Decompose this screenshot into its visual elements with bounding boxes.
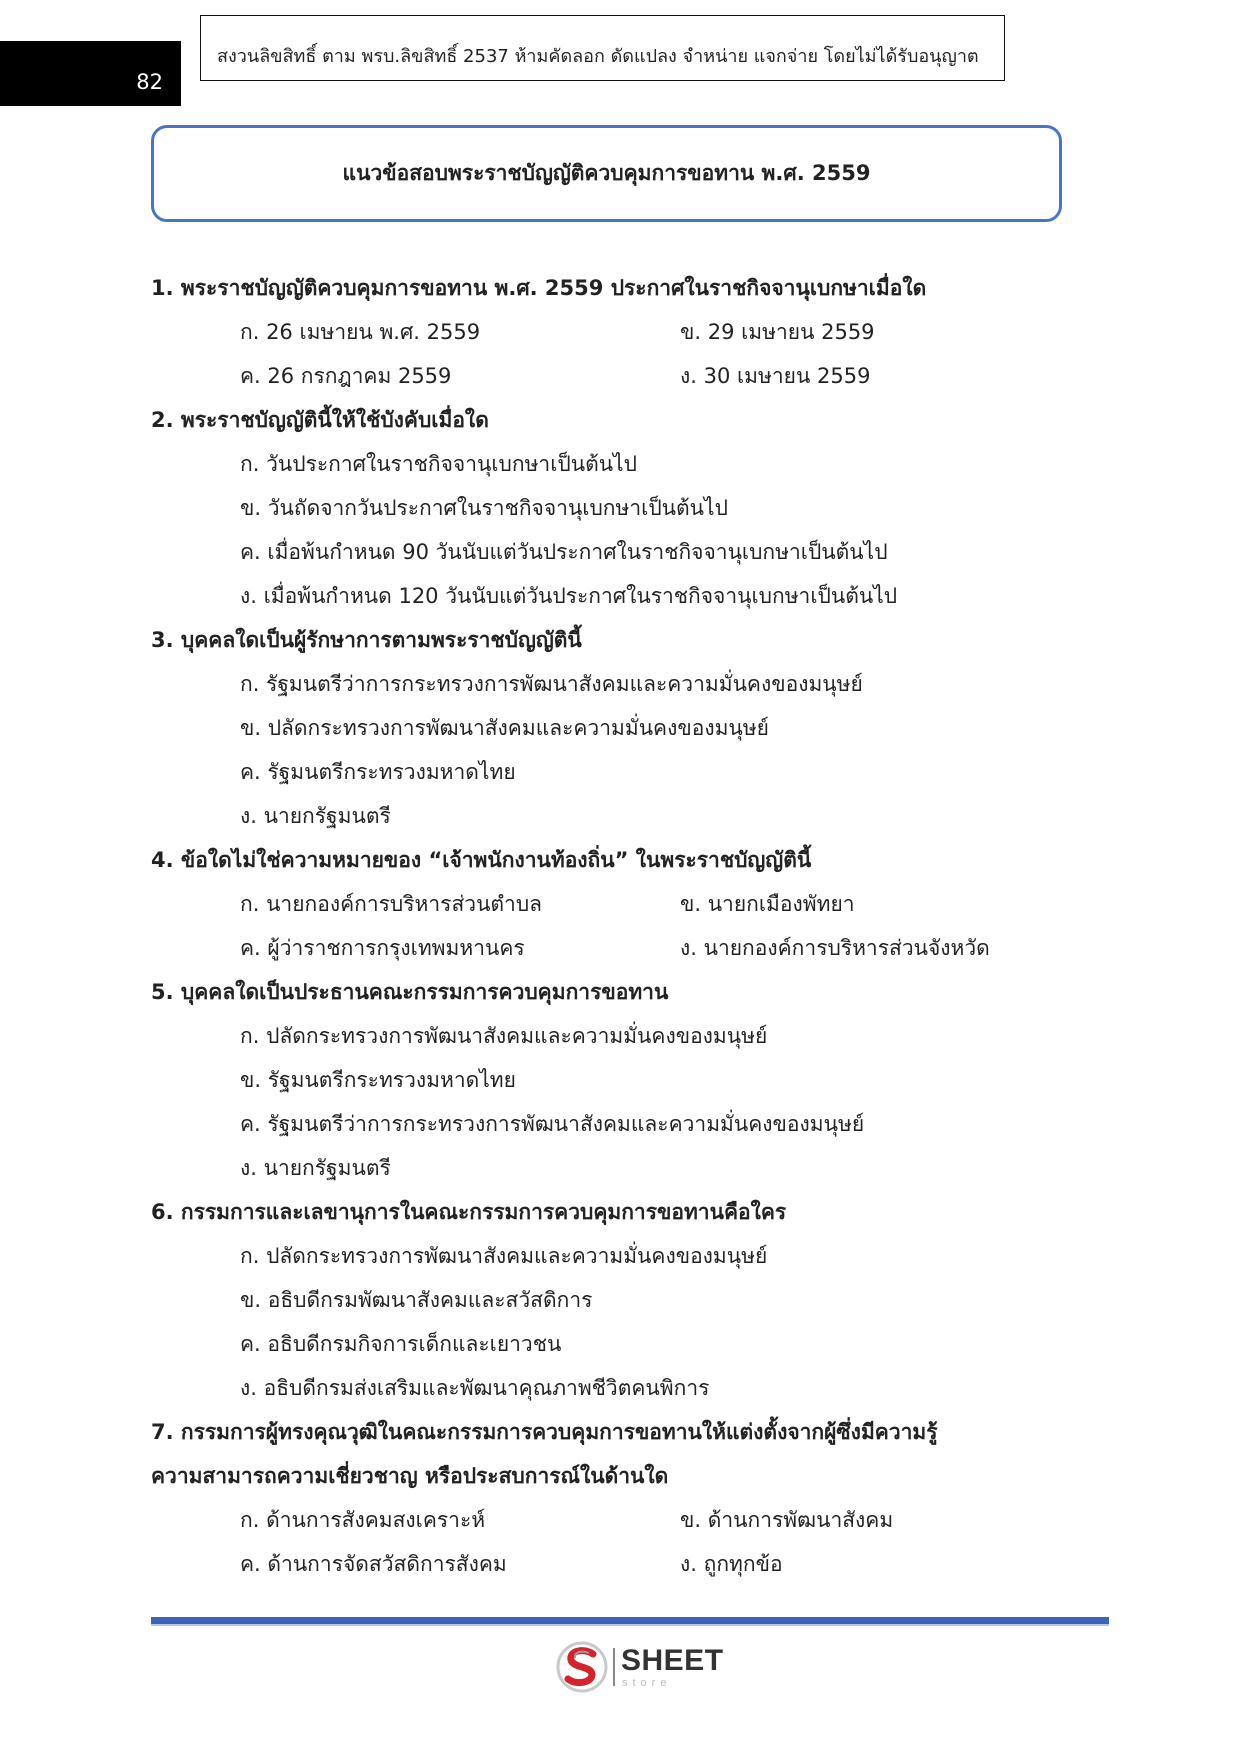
question-3: 3. บุคคลใดเป็นผู้รักษาการตามพระราชบัญญัตินี้	[151, 628, 582, 652]
option-b: ข. นายกเมืองพัทยา	[680, 892, 855, 916]
option-row	[151, 926, 1101, 970]
question-6: 6. กรรมการและเลขานุการในคณะกรรมการควบคุมการขอทานคือใคร	[151, 1200, 787, 1224]
option-a: ก. 26 เมษายน พ.ศ. 2559	[240, 320, 481, 344]
option-c: ค. ด้านการจัดสวัสดิการสังคม	[240, 1552, 507, 1576]
option-c: ค. รัฐมนตรีกระทรวงมหาดไทย	[240, 760, 516, 784]
option-row	[151, 1542, 1101, 1586]
page-number: 82	[136, 70, 163, 94]
option-c: ค. อธิบดีกรมกิจการเด็กและเยาวชน	[240, 1332, 562, 1356]
option-c: ค. เมื่อพ้นกำหนด 90 วันนับแต่วันประกาศในราชกิจจานุเบกษาเป็นต้นไป	[240, 540, 888, 564]
sheet-store-logo	[555, 1640, 735, 1694]
page-title	[151, 125, 1062, 222]
logo-subtext: store	[622, 1677, 672, 1689]
option-d: ง. นายกรัฐมนตรี	[240, 804, 391, 828]
question-list	[151, 266, 1101, 1586]
question-7: 7. กรรมการผู้ทรงคุณวุฒิในคณะกรรมการควบคุมการขอทานให้แต่งตั้งจากผู้ซึ่งมีความรู้	[151, 1420, 938, 1444]
option-row	[151, 354, 1101, 398]
option-d: ง. เมื่อพ้นกำหนด 120 วันนับแต่วันประกาศในราชกิจจานุเบกษาเป็นต้นไป	[240, 584, 898, 608]
option-d: ง. ถูกทุกข้อ	[680, 1552, 783, 1576]
option-a: ก. รัฐมนตรีว่าการกระทรวงการพัฒนาสังคมและความมั่นคงของมนุษย์	[240, 672, 863, 696]
option-a: ก. ด้านการสังคมสงเคราะห์	[240, 1508, 486, 1532]
option-row	[151, 310, 1101, 354]
question-7-continued: ความสามารถความเชี่ยวชาญ หรือประสบการณ์ในด้านใด	[151, 1464, 669, 1488]
option-a: ก. วันประกาศในราชกิจจานุเบกษาเป็นต้นไป	[240, 452, 637, 476]
option-a: ก. ปลัดกระทรวงการพัฒนาสังคมและความมั่นคงของมนุษย์	[240, 1244, 768, 1268]
page-number-box	[0, 41, 181, 106]
question-4: 4. ข้อใดไม่ใช่ความหมายของ “เจ้าพนักงานท้องถิ่น” ในพระราชบัญญัตินี้	[151, 848, 812, 872]
logo-divider	[613, 1648, 615, 1686]
option-a: ก. นายกองค์การบริหารส่วนตำบล	[240, 892, 543, 916]
option-b: ข. วันถัดจากวันประกาศในราชกิจจานุเบกษาเป็นต้นไป	[240, 496, 728, 520]
option-b: ข. ด้านการพัฒนาสังคม	[680, 1508, 894, 1532]
question-5: 5. บุคคลใดเป็นประธานคณะกรรมการควบคุมการขอทาน	[151, 980, 669, 1004]
option-b: ข. ปลัดกระทรวงการพัฒนาสังคมและความมั่นคงของมนุษย์	[240, 716, 769, 740]
question-1: 1. พระราชบัญญัติควบคุมการขอทาน พ.ศ. 2559 ประกาศในราชกิจจานุเบกษาเมื่อใด	[151, 276, 927, 300]
question-2: 2. พระราชบัญญัตินี้ให้ใช้บังคับเมื่อใด	[151, 408, 489, 432]
option-b: ข. 29 เมษายน 2559	[680, 320, 875, 344]
logo-text: SHEET	[621, 1644, 724, 1677]
page-title-text: แนวข้อสอบพระราชบัญญัติควบคุมการขอทาน พ.ศ. 2559	[342, 161, 871, 185]
option-d: ง. นายกรัฐมนตรี	[240, 1156, 391, 1180]
option-row	[151, 882, 1101, 926]
copyright-notice: สงวนลิขสิทธิ์ ตาม พรบ.ลิขสิทธิ์ 2537 ห้ามคัดลอก ดัดแปลง จำหน่าย แจกจ่าย โดยไม่ได้รับอนุญาต	[200, 15, 1005, 81]
option-d: ง. นายกองค์การบริหารส่วนจังหวัด	[680, 936, 990, 960]
option-b: ข. อธิบดีกรมพัฒนาสังคมและสวัสดิการ	[240, 1288, 593, 1312]
option-c: ค. ผู้ว่าราชการกรุงเทพมหานคร	[240, 936, 525, 960]
option-a: ก. ปลัดกระทรวงการพัฒนาสังคมและความมั่นคงของมนุษย์	[240, 1024, 768, 1048]
option-row	[151, 1498, 1101, 1542]
sheet-store-s-logo-icon	[555, 1640, 609, 1694]
option-c: ค. รัฐมนตรีว่าการกระทรวงการพัฒนาสังคมและความมั่นคงของมนุษย์	[240, 1112, 865, 1136]
option-d: ง. 30 เมษายน 2559	[680, 364, 871, 388]
footer-rule	[151, 1617, 1109, 1624]
option-c: ค. 26 กรกฎาคม 2559	[240, 364, 452, 388]
option-b: ข. รัฐมนตรีกระทรวงมหาดไทย	[240, 1068, 516, 1092]
option-d: ง. อธิบดีกรมส่งเสริมและพัฒนาคุณภาพชีวิตคนพิการ	[240, 1376, 710, 1400]
